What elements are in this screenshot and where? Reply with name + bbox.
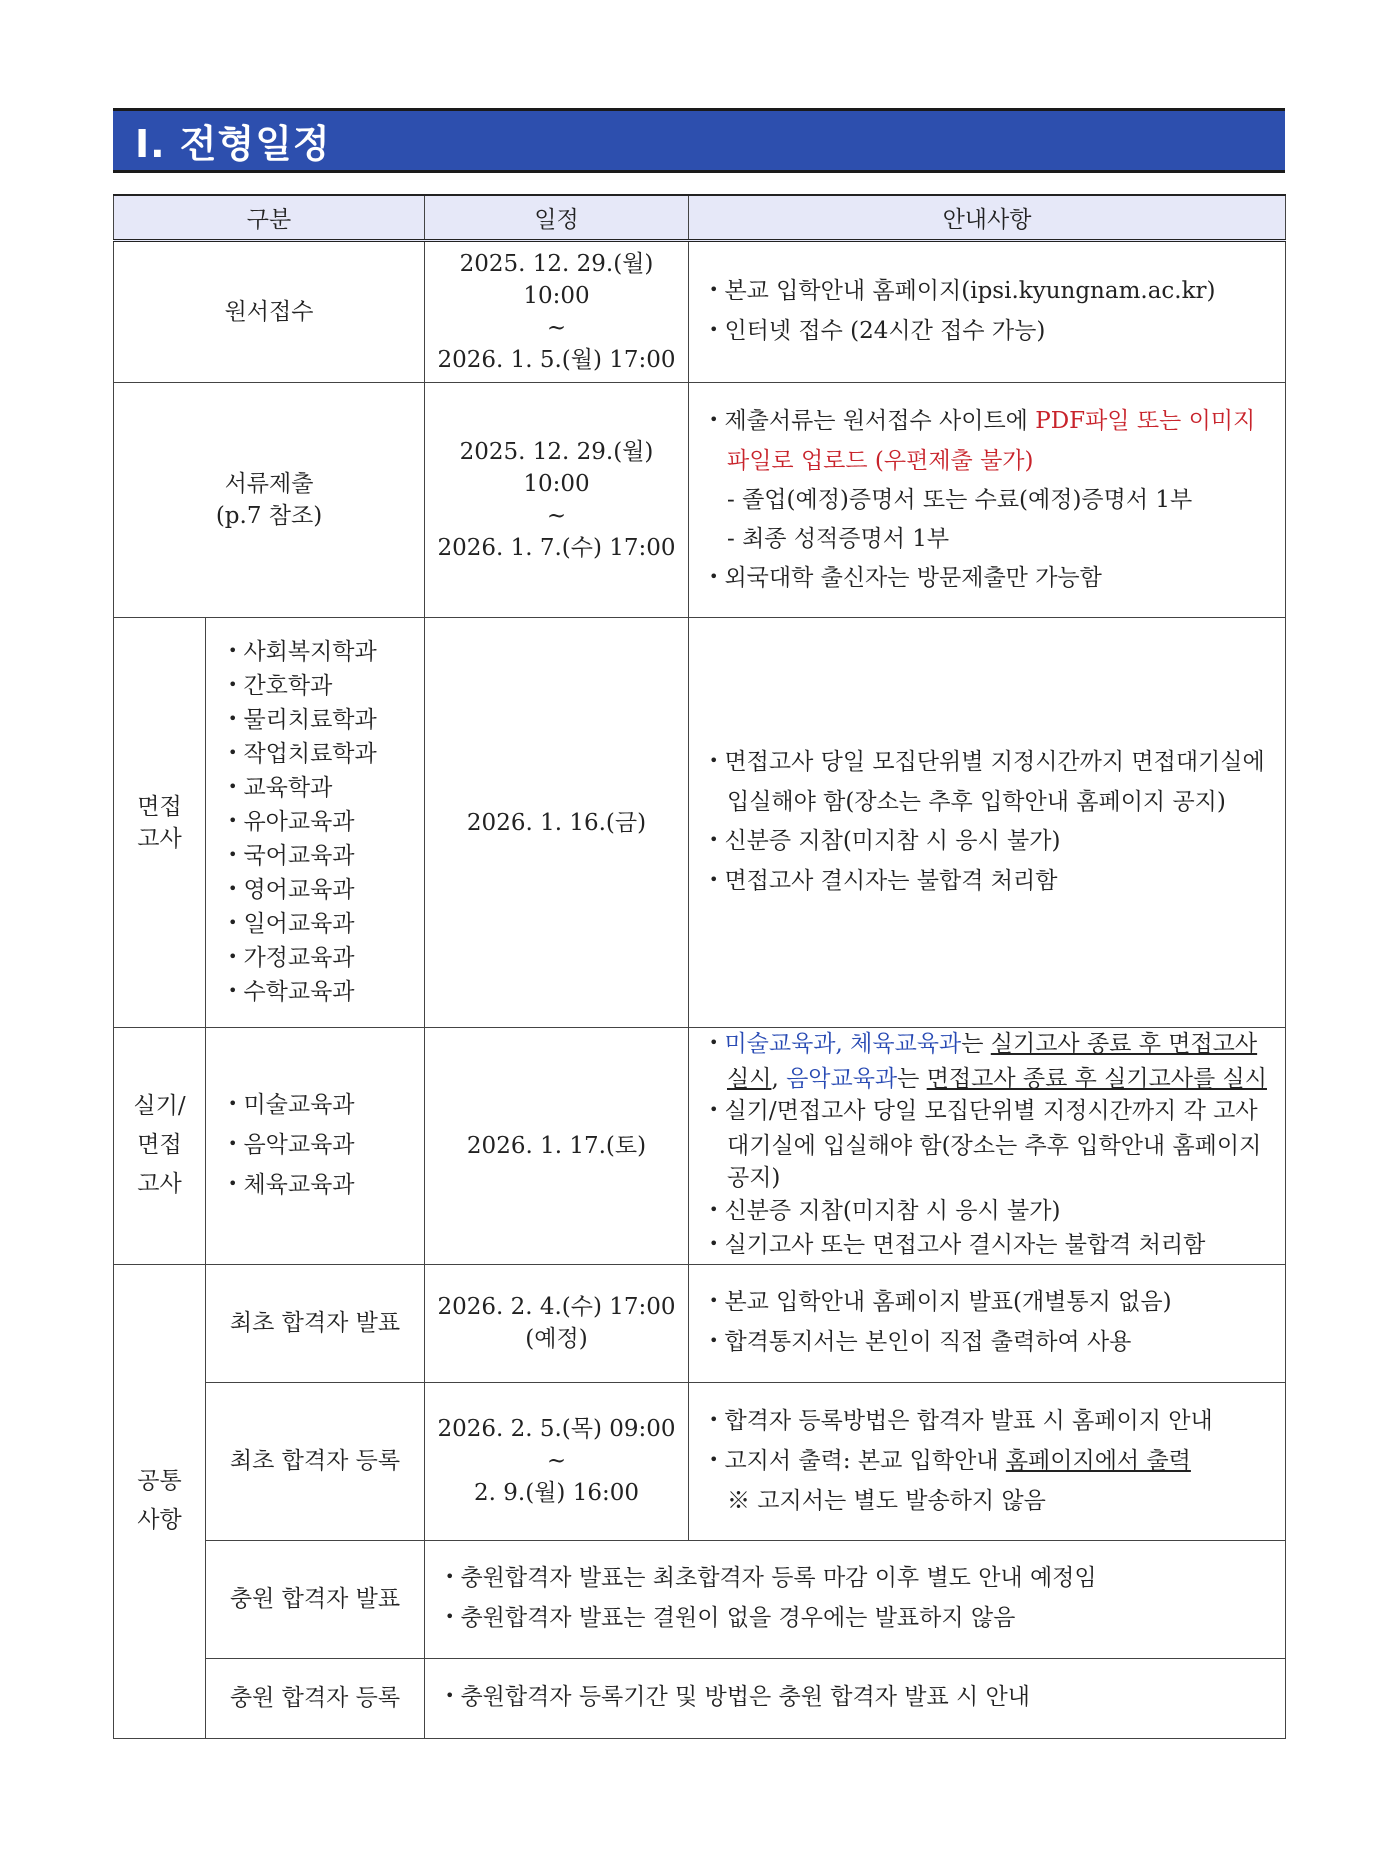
practical-note-underline: 면접고사 종료 후 실기고사를 실시 bbox=[926, 1065, 1267, 1092]
first-register-note-3: ※ 고지서는 별도 발송하지 않음 bbox=[727, 1487, 1046, 1514]
practical-note-underline: 실기고사 종료 후 면접고사 실시 bbox=[727, 1031, 1258, 1092]
section-banner bbox=[113, 108, 1285, 173]
first-register-date-start: 2026. 2. 5.(목) 09:00 bbox=[437, 1416, 676, 1442]
practical-label-line3: 고사 bbox=[137, 1171, 182, 1198]
common-label-line2: 사항 bbox=[137, 1507, 182, 1533]
table-row bbox=[114, 241, 1286, 383]
application-note: • 인터넷 접수 (24시간 접수 가능) bbox=[709, 312, 1273, 352]
department-item: • 미술교육과 bbox=[228, 1086, 424, 1126]
row-label-practical bbox=[114, 1028, 206, 1265]
table-row bbox=[114, 1540, 1286, 1658]
row-label-interview bbox=[114, 618, 206, 1028]
practical-note-4: • 실기고사 또는 면접고사 결시자는 불합격 처리함 bbox=[709, 1229, 1273, 1264]
header-category: 구분 bbox=[114, 195, 425, 241]
documents-date-start: 2025. 12. 29.(월) 10:00 bbox=[459, 439, 654, 497]
department-item: • 수학교육과 bbox=[228, 976, 424, 1010]
table-row bbox=[114, 383, 1286, 618]
extra-register-note: • 충원합격자 등록기간 및 방법은 충원 합격자 발표 시 안내 bbox=[445, 1678, 1273, 1718]
schedule-table bbox=[113, 194, 1286, 1739]
documents-ref: (p.7 참조) bbox=[215, 503, 323, 529]
application-date-tilde: ~ bbox=[546, 315, 567, 341]
table-row bbox=[114, 618, 1286, 1028]
first-register-schedule bbox=[425, 1382, 689, 1540]
first-register-date-end: 2. 9.(월) 16:00 bbox=[474, 1480, 639, 1506]
department-item: • 작업치료학과 bbox=[228, 738, 424, 772]
extra-announce-note: • 충원합격자 발표는 최초합격자 등록 마감 이후 별도 안내 예정임 bbox=[445, 1559, 1273, 1599]
first-announce-date: 2026. 2. 4.(수) 17:00 bbox=[437, 1294, 676, 1320]
row-label-application: 원서접수 bbox=[114, 241, 425, 383]
extra-announce-note: • 충원합격자 발표는 결원이 없을 경우에는 발표하지 않음 bbox=[445, 1599, 1273, 1639]
department-item: • 교육학과 bbox=[228, 772, 424, 806]
department-item: • 간호학과 bbox=[228, 670, 424, 704]
first-announce-label: 최초 합격자 발표 bbox=[206, 1264, 425, 1382]
application-schedule bbox=[425, 241, 689, 383]
interview-date: 2026. 1. 16.(금) bbox=[425, 618, 689, 1028]
first-announce-date-note: (예정) bbox=[525, 1326, 588, 1352]
table-row bbox=[114, 1028, 1286, 1265]
practical-note-1 bbox=[709, 1028, 1273, 1095]
application-date-start: 2025. 12. 29.(월) 10:00 bbox=[459, 251, 654, 309]
practical-notes bbox=[689, 1028, 1286, 1265]
documents-label: 서류제출 bbox=[224, 471, 314, 497]
table-row bbox=[114, 1658, 1286, 1738]
first-register-date-tilde: ~ bbox=[546, 1448, 567, 1474]
interview-label-line2: 고사 bbox=[137, 825, 182, 852]
documents-note-1-highlight: PDF파일 또는 이미지 파일로 업로드 (우편제출 불가) bbox=[727, 407, 1256, 474]
application-note: • 본교 입학안내 홈페이지(ipsi.kyungnam.ac.kr) bbox=[709, 272, 1273, 312]
first-announce-note: • 합격통지서는 본인이 직접 출력하여 사용 bbox=[709, 1323, 1273, 1363]
documents-sub-1: - 졸업(예정)증명서 또는 수료(예정)증명서 1부 bbox=[727, 486, 1193, 513]
row-label-documents bbox=[114, 383, 425, 618]
practical-note-2: • 실기/면접고사 당일 모집단위별 지정시간까지 각 고사 대기실에 입실해야 함(장소는 추후 입학안내 홈페이지 공지) bbox=[709, 1095, 1273, 1195]
practical-label-line1: 실기/ bbox=[133, 1093, 186, 1120]
department-item: • 영어교육과 bbox=[228, 874, 424, 908]
first-register-label: 최초 합격자 등록 bbox=[206, 1382, 425, 1540]
department-item: • 체육교육과 bbox=[228, 1166, 424, 1206]
documents-note-1-text: 제출서류는 원서접수 사이트에 bbox=[724, 407, 1036, 434]
section-title: Ⅰ. 전형일정 bbox=[135, 122, 331, 166]
documents-sub-2: - 최종 성적증명서 1부 bbox=[727, 525, 950, 552]
first-register-note-2-underline: 홈페이지에서 출력 bbox=[1005, 1447, 1191, 1474]
header-notes: 안내사항 bbox=[689, 195, 1286, 241]
application-date-end: 2026. 1. 5.(월) 17:00 bbox=[437, 347, 676, 373]
table-header-row bbox=[114, 195, 1286, 241]
interview-note: • 신분증 지참(미지참 시 응시 불가) bbox=[709, 822, 1273, 862]
department-item: • 국어교육과 bbox=[228, 840, 424, 874]
department-item: • 가정교육과 bbox=[228, 942, 424, 976]
first-register-note-1: • 합격자 등록방법은 합격자 발표 시 홈페이지 안내 bbox=[709, 1402, 1273, 1442]
department-item: • 유아교육과 bbox=[228, 806, 424, 840]
department-item: • 음악교육과 bbox=[228, 1126, 424, 1166]
interview-note: • 면접고사 결시자는 불합격 처리함 bbox=[709, 862, 1273, 902]
documents-schedule bbox=[425, 383, 689, 618]
interview-departments bbox=[206, 618, 425, 1028]
documents-date-end: 2026. 1. 7.(수) 17:00 bbox=[437, 535, 676, 561]
documents-notes bbox=[689, 383, 1286, 618]
common-label-line1: 공통 bbox=[137, 1468, 182, 1494]
interview-note: • 면접고사 당일 모집단위별 지정시간까지 면접대기실에 입실해야 함(장소는 추후 입학안내 홈페이지 공지) bbox=[709, 743, 1273, 822]
practical-date: 2026. 1. 17.(토) bbox=[425, 1028, 689, 1265]
documents-note-1 bbox=[709, 402, 1273, 481]
department-item: • 일어교육과 bbox=[228, 908, 424, 942]
extra-announce-notes bbox=[425, 1540, 1286, 1658]
department-item: • 물리치료학과 bbox=[228, 704, 424, 738]
first-announce-schedule bbox=[425, 1264, 689, 1382]
documents-note-2: • 외국대학 출신자는 방문제출만 가능함 bbox=[709, 559, 1273, 599]
department-item: • 사회복지학과 bbox=[228, 636, 424, 670]
first-register-notes bbox=[689, 1382, 1286, 1540]
header-schedule: 일정 bbox=[425, 195, 689, 241]
extra-announce-label: 충원 합격자 발표 bbox=[206, 1540, 425, 1658]
practical-note-3: • 신분증 지참(미지참 시 응시 불가) bbox=[709, 1195, 1273, 1230]
documents-date-tilde: ~ bbox=[546, 503, 567, 529]
practical-note-text: 는 bbox=[961, 1031, 991, 1057]
extra-register-label: 충원 합격자 등록 bbox=[206, 1658, 425, 1738]
interview-notes bbox=[689, 618, 1286, 1028]
practical-dept-highlight: 미술교육과, 체육교육과 bbox=[724, 1031, 962, 1057]
practical-note-text: , bbox=[771, 1065, 787, 1092]
first-announce-notes bbox=[689, 1264, 1286, 1382]
practical-note-text: 는 bbox=[897, 1065, 927, 1092]
extra-register-notes bbox=[425, 1658, 1286, 1738]
interview-label-line1: 면접 bbox=[137, 793, 182, 820]
practical-label-line2: 면접 bbox=[137, 1132, 182, 1159]
first-register-note-2 bbox=[709, 1442, 1273, 1482]
practical-dept-highlight: 음악교육과 bbox=[786, 1065, 898, 1092]
application-notes bbox=[689, 241, 1286, 383]
table-row bbox=[114, 1264, 1286, 1382]
table-row bbox=[114, 1382, 1286, 1540]
first-register-note-2-text: 고지서 출력: 본교 입학안내 bbox=[724, 1447, 1006, 1474]
practical-departments bbox=[206, 1028, 425, 1265]
first-announce-note: • 본교 입학안내 홈페이지 발표(개별통지 없음) bbox=[709, 1283, 1273, 1323]
row-label-common bbox=[114, 1264, 206, 1738]
